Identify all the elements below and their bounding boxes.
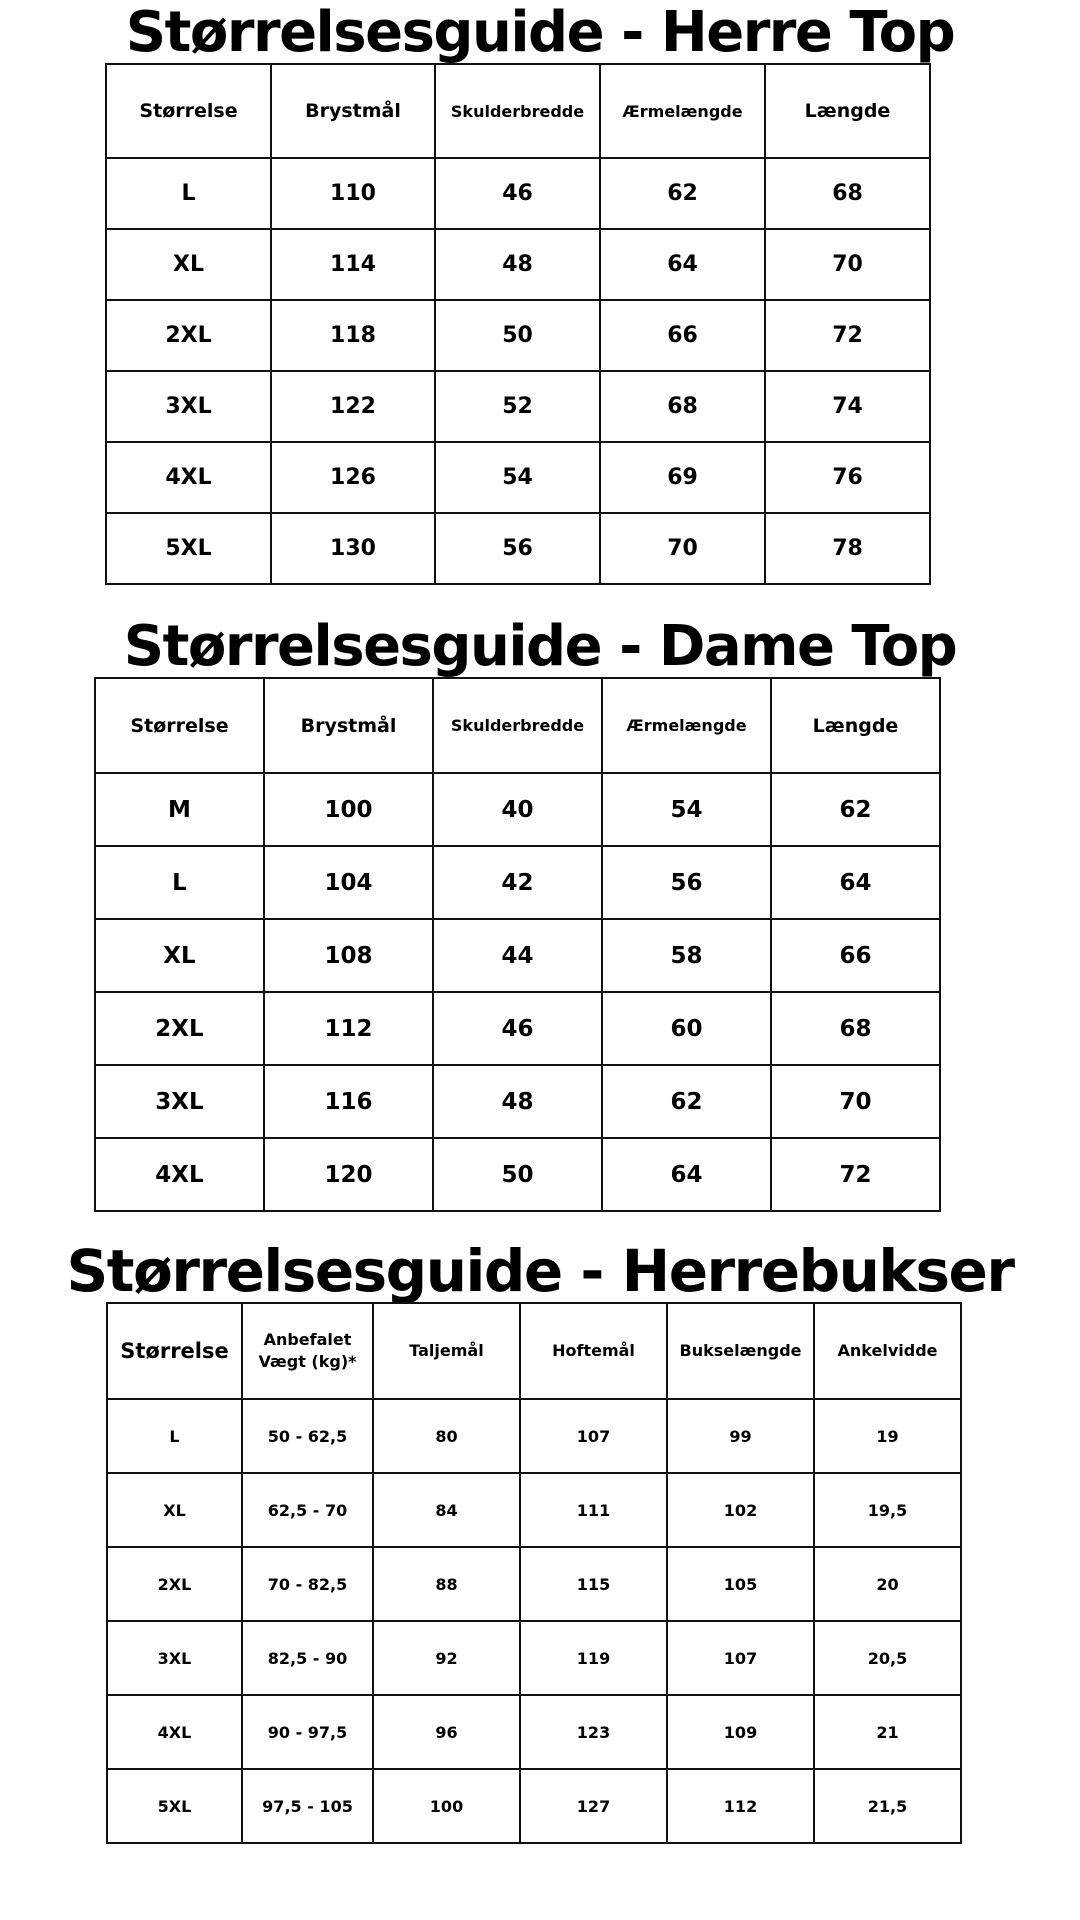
cell-shoulder: 46 <box>435 158 600 229</box>
size-table-herre-top <box>105 63 931 585</box>
cell-ankle: 21 <box>814 1695 961 1769</box>
table-row <box>106 229 930 300</box>
cell-weight: 70 - 82,5 <box>242 1547 373 1621</box>
header-shoulder: Skulderbredde <box>435 64 600 158</box>
header-chest: Brystmål <box>264 678 433 773</box>
cell-length: 72 <box>771 1138 940 1211</box>
table-row <box>106 300 930 371</box>
cell-shoulder: 48 <box>433 1065 602 1138</box>
cell-waist: 88 <box>373 1547 520 1621</box>
cell-length: 68 <box>765 158 930 229</box>
cell-length: 70 <box>765 229 930 300</box>
cell-size: M <box>95 773 264 846</box>
cell-size: L <box>95 846 264 919</box>
table-header-row <box>95 678 940 773</box>
cell-size: 5XL <box>107 1769 242 1843</box>
cell-hip: 127 <box>520 1769 667 1843</box>
table-row <box>106 513 930 584</box>
cell-size: XL <box>95 919 264 992</box>
cell-length: 78 <box>765 513 930 584</box>
cell-ankle: 19,5 <box>814 1473 961 1547</box>
table-row <box>107 1547 961 1621</box>
header-length: Længde <box>765 64 930 158</box>
cell-length: 76 <box>765 442 930 513</box>
header-inseam: Bukselængde <box>667 1303 814 1399</box>
size-table-dame-top <box>94 677 941 1212</box>
table-row <box>106 158 930 229</box>
cell-waist: 80 <box>373 1399 520 1473</box>
cell-hip: 107 <box>520 1399 667 1473</box>
title-herrebukser: Størrelsesguide - Herrebukser <box>66 1237 1014 1305</box>
cell-inseam: 105 <box>667 1547 814 1621</box>
cell-ankle: 21,5 <box>814 1769 961 1843</box>
cell-size: L <box>106 158 271 229</box>
cell-hip: 115 <box>520 1547 667 1621</box>
cell-sleeve: 56 <box>602 846 771 919</box>
cell-chest: 110 <box>271 158 435 229</box>
table-row <box>95 1065 940 1138</box>
cell-sleeve: 66 <box>600 300 765 371</box>
cell-size: 4XL <box>95 1138 264 1211</box>
cell-inseam: 107 <box>667 1621 814 1695</box>
header-recommended-weight <box>242 1303 373 1399</box>
cell-chest: 108 <box>264 919 433 992</box>
cell-size: 4XL <box>106 442 271 513</box>
table-header-row <box>107 1303 961 1399</box>
cell-hip: 123 <box>520 1695 667 1769</box>
header-length: Længde <box>771 678 940 773</box>
cell-chest: 130 <box>271 513 435 584</box>
cell-length: 74 <box>765 371 930 442</box>
cell-length: 62 <box>771 773 940 846</box>
cell-chest: 100 <box>264 773 433 846</box>
table-row <box>107 1621 961 1695</box>
table-row <box>95 846 940 919</box>
cell-chest: 122 <box>271 371 435 442</box>
cell-size: 2XL <box>107 1547 242 1621</box>
cell-length: 68 <box>771 992 940 1065</box>
title-dame-top: Størrelsesguide - Dame Top <box>123 614 957 679</box>
cell-length: 72 <box>765 300 930 371</box>
cell-waist: 100 <box>373 1769 520 1843</box>
cell-size: XL <box>106 229 271 300</box>
cell-chest: 120 <box>264 1138 433 1211</box>
table-row <box>95 992 940 1065</box>
cell-shoulder: 44 <box>433 919 602 992</box>
cell-shoulder: 50 <box>433 1138 602 1211</box>
cell-sleeve: 64 <box>600 229 765 300</box>
cell-ankle: 20,5 <box>814 1621 961 1695</box>
size-table-herrebukser <box>106 1302 962 1844</box>
cell-chest: 118 <box>271 300 435 371</box>
cell-weight: 90 - 97,5 <box>242 1695 373 1769</box>
table-row <box>106 442 930 513</box>
header-hip: Hoftemål <box>520 1303 667 1399</box>
cell-ankle: 19 <box>814 1399 961 1473</box>
header-sleeve: Ærmelængde <box>602 678 771 773</box>
cell-inseam: 99 <box>667 1399 814 1473</box>
cell-shoulder: 56 <box>435 513 600 584</box>
table-row <box>107 1399 961 1473</box>
table-row <box>106 371 930 442</box>
table-row <box>107 1769 961 1843</box>
cell-size: 3XL <box>106 371 271 442</box>
cell-weight: 82,5 - 90 <box>242 1621 373 1695</box>
cell-shoulder: 42 <box>433 846 602 919</box>
header-ankle: Ankelvidde <box>814 1303 961 1399</box>
header-chest: Brystmål <box>271 64 435 158</box>
header-waist: Taljemål <box>373 1303 520 1399</box>
cell-hip: 119 <box>520 1621 667 1695</box>
header-weight-label: Vægt (kg)* <box>258 1352 357 1371</box>
cell-chest: 104 <box>264 846 433 919</box>
table-row <box>107 1695 961 1769</box>
cell-waist: 84 <box>373 1473 520 1547</box>
cell-inseam: 109 <box>667 1695 814 1769</box>
cell-sleeve: 62 <box>602 1065 771 1138</box>
cell-length: 64 <box>771 846 940 919</box>
header-size: Størrelse <box>106 64 271 158</box>
cell-shoulder: 54 <box>435 442 600 513</box>
cell-sleeve: 69 <box>600 442 765 513</box>
cell-sleeve: 58 <box>602 919 771 992</box>
header-size: Størrelse <box>95 678 264 773</box>
cell-waist: 96 <box>373 1695 520 1769</box>
cell-size: 3XL <box>95 1065 264 1138</box>
cell-sleeve: 60 <box>602 992 771 1065</box>
cell-sleeve: 70 <box>600 513 765 584</box>
cell-weight: 97,5 - 105 <box>242 1769 373 1843</box>
header-size: Størrelse <box>107 1303 242 1399</box>
cell-shoulder: 52 <box>435 371 600 442</box>
cell-inseam: 112 <box>667 1769 814 1843</box>
cell-sleeve: 54 <box>602 773 771 846</box>
cell-chest: 126 <box>271 442 435 513</box>
cell-shoulder: 50 <box>435 300 600 371</box>
cell-sleeve: 68 <box>600 371 765 442</box>
header-shoulder: Skulderbredde <box>433 678 602 773</box>
cell-chest: 114 <box>271 229 435 300</box>
table-row <box>107 1473 961 1547</box>
cell-chest: 116 <box>264 1065 433 1138</box>
cell-size: L <box>107 1399 242 1473</box>
cell-waist: 92 <box>373 1621 520 1695</box>
table-row <box>95 919 940 992</box>
cell-inseam: 102 <box>667 1473 814 1547</box>
cell-sleeve: 62 <box>600 158 765 229</box>
table-row <box>95 773 940 846</box>
cell-hip: 111 <box>520 1473 667 1547</box>
cell-shoulder: 40 <box>433 773 602 846</box>
cell-size: 2XL <box>106 300 271 371</box>
cell-weight: 50 - 62,5 <box>242 1399 373 1473</box>
cell-chest: 112 <box>264 992 433 1065</box>
cell-size: 3XL <box>107 1621 242 1695</box>
cell-ankle: 20 <box>814 1547 961 1621</box>
cell-weight: 62,5 - 70 <box>242 1473 373 1547</box>
cell-size: XL <box>107 1473 242 1547</box>
cell-shoulder: 48 <box>435 229 600 300</box>
table-header-row <box>106 64 930 158</box>
cell-length: 70 <box>771 1065 940 1138</box>
cell-sleeve: 64 <box>602 1138 771 1211</box>
cell-length: 66 <box>771 919 940 992</box>
cell-size: 4XL <box>107 1695 242 1769</box>
title-herre-top: Størrelsesguide - Herre Top <box>125 0 955 65</box>
cell-shoulder: 46 <box>433 992 602 1065</box>
table-row <box>95 1138 940 1211</box>
header-recommended-label: Anbefalet <box>263 1330 352 1350</box>
cell-size: 5XL <box>106 513 271 584</box>
header-sleeve: Ærmelængde <box>600 64 765 158</box>
cell-size: 2XL <box>95 992 264 1065</box>
